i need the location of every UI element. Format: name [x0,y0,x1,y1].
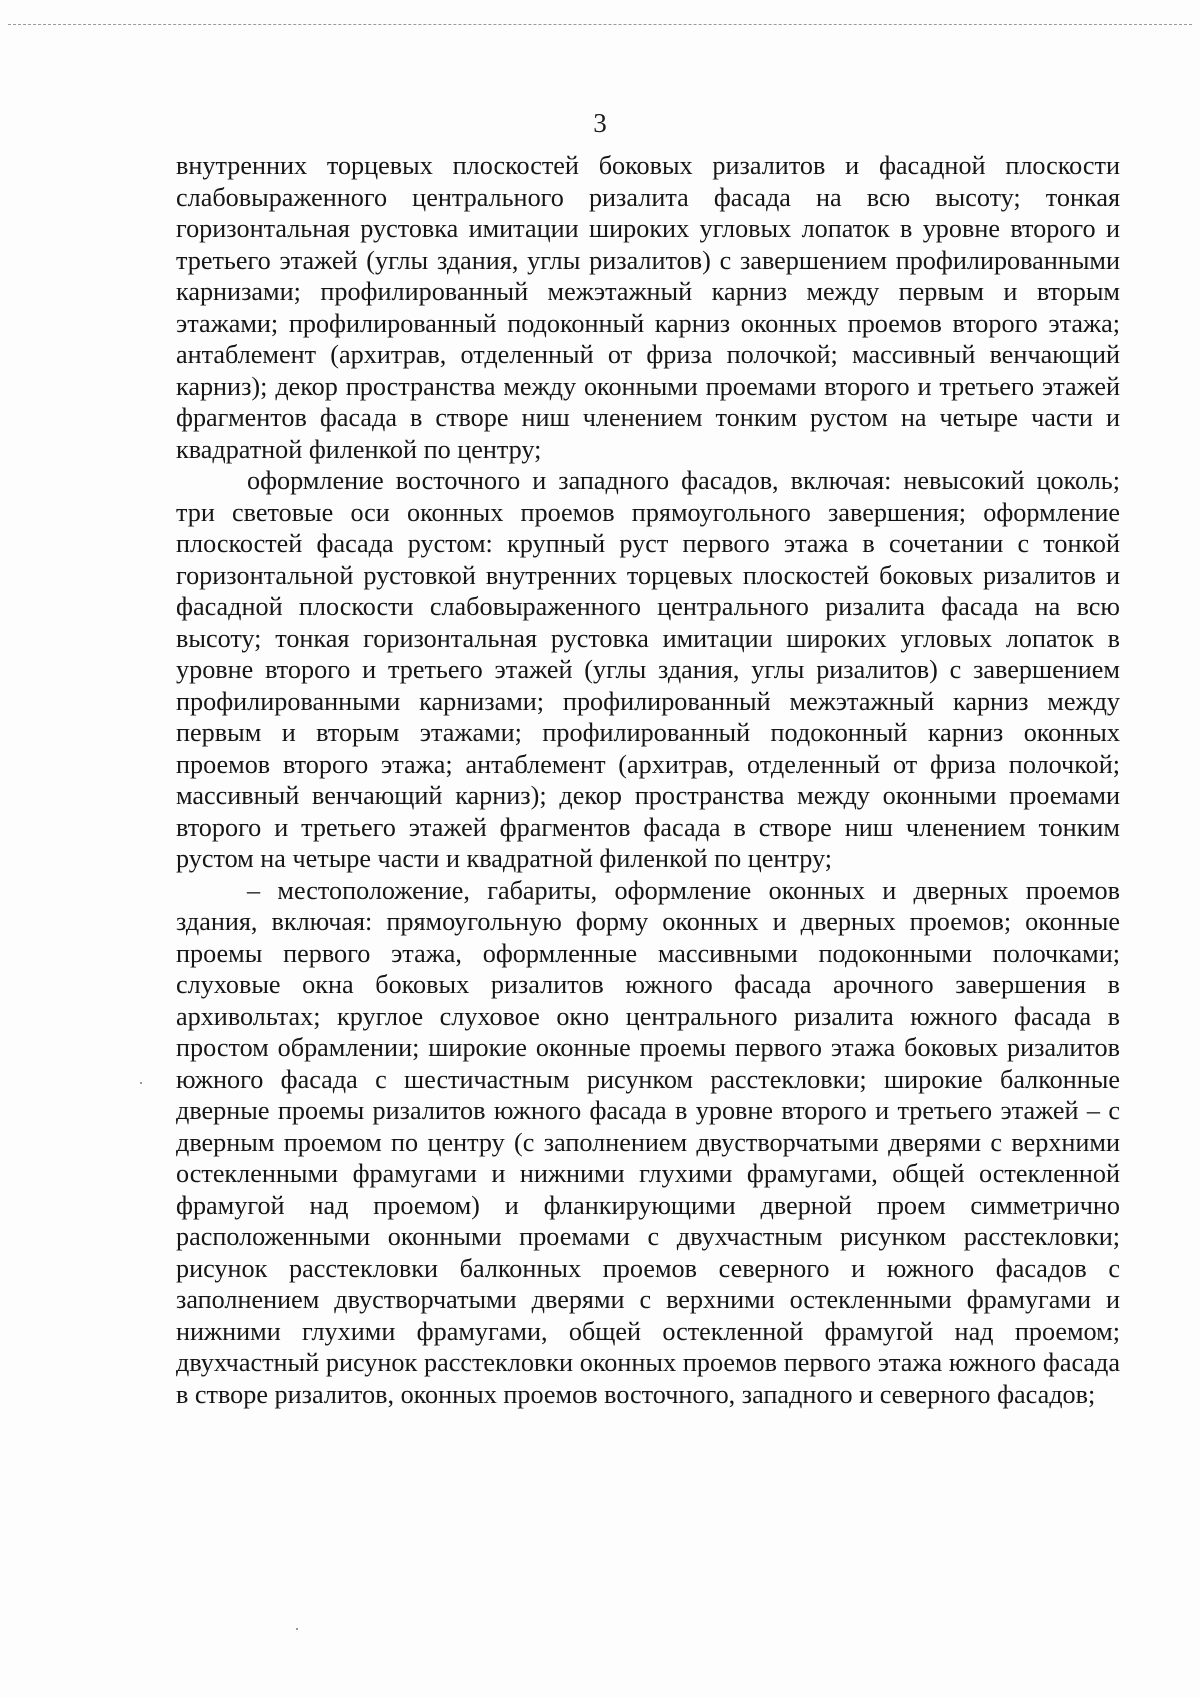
paragraph-window-door-openings: – местоположение, габариты, оформление оконных и дверных проемов здания, включая: прямоугольную форму оконных и дверных проемов; оконные проемы первого этажа, оформленные массивными подоконными полочками; слуховые окна боковых ризалитов южного фасада арочного завершения в архивольтах; круглое слуховое окно центрального ризалита южного фасада в простом обрамлении; широкие оконные проемы первого этажа боковых ризалитов южного фасада с шестичастным рисунком расстекловки; широкие балконные дверные проемы ризалитов южного фасада в уровне второго и третьего этажей – с дверным проемом по центру (с заполнением двустворчатыми дверями с верхними остекленными фрамугами и нижними глухими фрамугами, общей остекленной фрамугой над проемом) и фланкирующими дверной проем симметрично расположенными оконными проемами с двухчастным рисунком расстекловки; рисунок расстекловки балконных проемов северного и южного фасадов с заполнением двустворчатыми дверями с верхними остекленными фрамугами и нижними глухими фрамугами, общей остекленной фрамугой над проемом; двухчастный рисунок расстекловки оконных проемов первого этажа южного фасада в створе ризалитов, оконных проемов восточного, западного и северного фасадов; [176,875,1120,1409]
scan-speck [296,1628,298,1630]
paragraph-continuation: внутренних торцевых плоскостей боковых ризалитов и фасадной плоскости слабовыраженного центрального ризалита фасада на всю высоту; тонкая горизонтальная рустовка имитации широких угловых лопаток в уровне второго и третьего этажей (углы здания, углы ризалитов) с завершением профилированными карнизами; профилированный межэтажный карниз между первым и вторым этажами; профилированный подоконный карниз оконных проемов второго этажа; антаблемент (архитрав, отделенный от фриза полочкой; массивный венчающий карниз); декор пространства между оконными проемами второго и третьего этажей фрагментов фасада в створе ниш членением тонким рустом на четыре части и квадратной филенкой по центру; [176,151,1120,464]
page-number: 3 [593,108,607,138]
scan-edge-line [8,24,1192,25]
paragraph-east-west-facades: оформление восточного и западного фасадов, включая: невысокий цоколь; три световые оси оконных проемов прямоугольного завершения; оформление плоскостей фасада рустом: крупный руст первого этажа в сочетании с тонкой горизонтальной рустовкой внутренних торцевых плоскостей боковых ризалитов и фасадной плоскости слабовыраженного центрального ризалита фасада на всю высоту; тонкая горизонтальная рустовка имитации широких угловых лопаток в уровне второго и третьего этажей (углы здания, углы ризалитов) с завершением профилированными карнизами; профилированный межэтажный карниз между первым и вторым этажами; профилированный подоконный карниз оконных проемов второго этажа; антаблемент (архитрав, отделенный от фриза полочкой; массивный венчающий карниз); декор пространства между оконными проемами второго и третьего этажей фрагментов фасада в створе ниш членением тонким рустом на четыре части и квадратной филенкой по центру; [176,466,1120,873]
document-body [176,150,1120,1410]
scan-speck [140,1082,142,1084]
